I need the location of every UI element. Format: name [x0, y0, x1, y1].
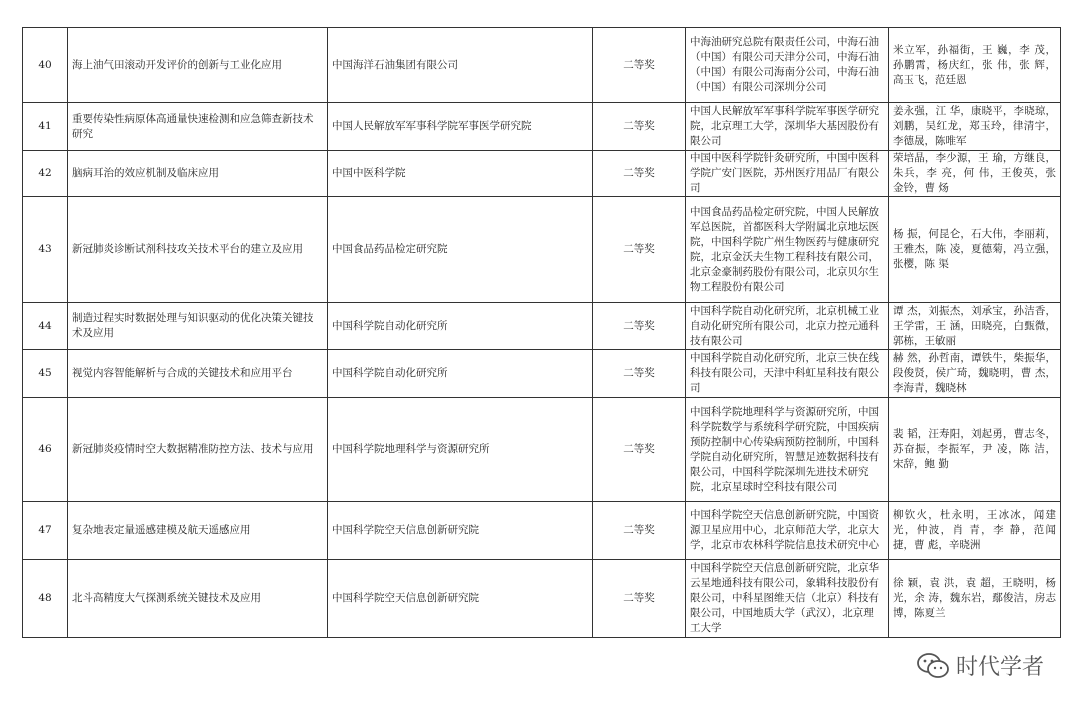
wechat-icon [916, 652, 950, 680]
nominating-unit: 中国人民解放军军事科学院军事医学研究院 [328, 103, 593, 151]
award-level: 二等奖 [593, 398, 686, 502]
watermark-text: 时代学者 [955, 655, 1044, 680]
table-row [23, 151, 1061, 197]
row-number: 47 [23, 502, 68, 560]
project-name: 重要传染性病原体高通量快速检测和应急筛查新技术研究 [68, 103, 328, 151]
partner-units: 中国中医科学院针灸研究所，中国中医科学院广安门医院，苏州医疗用品厂有限公司 [686, 151, 889, 197]
main-contributors: 米立军，孙福街，王 巍，李 茂，孙鹏霄，杨庆红，张 伟，张 辉，高玉飞，范廷恩 [889, 28, 1061, 103]
nominating-unit: 中国食品药品检定研究院 [328, 197, 593, 303]
row-number: 43 [23, 197, 68, 303]
nominating-unit: 中国海洋石油集团有限公司 [328, 28, 593, 103]
partner-units: 中国科学院地理科学与资源研究所，中国科学院数学与系统科学研究院，中国疾病预防控制中心传染病预防控制所，中国科学院自动化研究所，智慧足迹数据科技有限公司，中国科学院深圳先进技术研究院，北京星球时空科技有限公司 [686, 398, 889, 502]
nominating-unit: 中国中医科学院 [328, 151, 593, 197]
table-row [23, 197, 1061, 303]
award-level: 二等奖 [593, 103, 686, 151]
partner-units: 中国人民解放军军事科学院军事医学研究院，北京理工大学，深圳华大基因股份有限公司 [686, 103, 889, 151]
project-name: 新冠肺炎诊断试剂科技攻关技术平台的建立及应用 [68, 197, 328, 303]
main-contributors: 徐 颖，袁 洪，袁 超，王晓明，杨光，余 涛，魏东岩，鄢俊洁，房志博，陈夏兰 [889, 560, 1061, 638]
nominating-unit: 中国科学院自动化研究所 [328, 350, 593, 398]
main-contributors: 裴 韬，汪寿阳，刘起勇，曹志冬，苏奋振，李振军，尹 凌，陈 洁，宋辞，鲍 勤 [889, 398, 1061, 502]
project-name: 海上油气田滚动开发评价的创新与工业化应用 [68, 28, 328, 103]
table-row [23, 303, 1061, 350]
partner-units: 中国科学院自动化研究所，北京三快在线科技有限公司，天津中科虹星科技有限公司 [686, 350, 889, 398]
partner-units: 中国科学院空天信息创新研究院，北京华云星地通科技有限公司，象辑科技股份有限公司，中科星图维天信（北京）科技有限公司，中国地质大学（武汉），北京理工大学 [686, 560, 889, 638]
main-contributors: 赫 然，孙哲南，谭铁牛，柴振华，段俊贤，侯广琦，魏晓明，曹 杰，李海青，魏晓林 [889, 350, 1061, 398]
main-contributors: 姜永强，江 华，康晓平，李晓琼，刘鹏，吴红龙，郑玉玲，律清宇，李德晟，陈唯军 [889, 103, 1061, 151]
row-number: 45 [23, 350, 68, 398]
project-name: 新冠肺炎疫情时空大数据精准防控方法、技术与应用 [68, 398, 328, 502]
project-name: 制造过程实时数据处理与知识驱动的优化决策关键技术及应用 [68, 303, 328, 350]
award-level: 二等奖 [593, 502, 686, 560]
main-contributors: 荣培晶，李少源，王 瑜，方继良，朱兵，李 亮，何 伟，王俊英，张金铃，曹 炀 [889, 151, 1061, 197]
main-contributors: 谭 杰，刘振杰，刘承宝，孙洁香，王学雷，王 涵，田晓亮，白甄微，郭栋，王敏丽 [889, 303, 1061, 350]
project-name: 复杂地表定量遥感建模及航天遥感应用 [68, 502, 328, 560]
table-row [23, 350, 1061, 398]
main-contributors: 柳钦火，杜永明，王冰冰，闻建光，仲波，肖 青，李 静，范闻捷，曹 彪，辛晓洲 [889, 502, 1061, 560]
nominating-unit: 中国科学院空天信息创新研究院 [328, 560, 593, 638]
award-level: 二等奖 [593, 303, 686, 350]
project-name: 北斗高精度大气探测系统关键技术及应用 [68, 560, 328, 638]
table-row [23, 103, 1061, 151]
table-row [23, 28, 1061, 103]
project-name: 视觉内容智能解析与合成的关键技术和应用平台 [68, 350, 328, 398]
award-level: 二等奖 [593, 350, 686, 398]
row-number: 41 [23, 103, 68, 151]
award-level: 二等奖 [593, 560, 686, 638]
partner-units: 中海油研究总院有限责任公司，中海石油（中国）有限公司天津分公司，中海石油（中国）有限公司海南分公司，中海石油（中国）有限公司深圳分公司 [686, 28, 889, 103]
partner-units: 中国科学院空天信息创新研究院，中国资源卫星应用中心，北京师范大学，北京大学，北京市农林科学院信息技术研究中心 [686, 502, 889, 560]
nominating-unit: 中国科学院自动化研究所 [328, 303, 593, 350]
row-number: 40 [23, 28, 68, 103]
nominating-unit: 中国科学院空天信息创新研究院 [328, 502, 593, 560]
partner-units: 中国食品药品检定研究院，中国人民解放军总医院，首都医科大学附属北京地坛医院，中国科学院广州生物医药与健康研究院，北京金沃夫生物工程科技有限公司，北京金豪制药股份有限公司，北京贝尔生物工程股份有限公司 [686, 197, 889, 303]
project-name: 脑病耳治的效应机制及临床应用 [68, 151, 328, 197]
table-row [23, 398, 1061, 502]
row-number: 42 [23, 151, 68, 197]
row-number: 44 [23, 303, 68, 350]
table-row [23, 560, 1061, 638]
row-number: 48 [23, 560, 68, 638]
table-row [23, 502, 1061, 560]
partner-units: 中国科学院自动化研究所，北京机械工业自动化研究所有限公司，北京力控元通科技有限公司 [686, 303, 889, 350]
award-level: 二等奖 [593, 197, 686, 303]
nominating-unit: 中国科学院地理科学与资源研究所 [328, 398, 593, 502]
row-number: 46 [23, 398, 68, 502]
awards-table [22, 27, 1061, 638]
main-contributors: 杨 振，何昆仑，石大伟，李丽莉，王雅杰，陈 凌，夏德菊，冯立强，张樱，陈 渠 [889, 197, 1061, 303]
watermark [916, 650, 1044, 681]
award-level: 二等奖 [593, 28, 686, 103]
award-level: 二等奖 [593, 151, 686, 197]
